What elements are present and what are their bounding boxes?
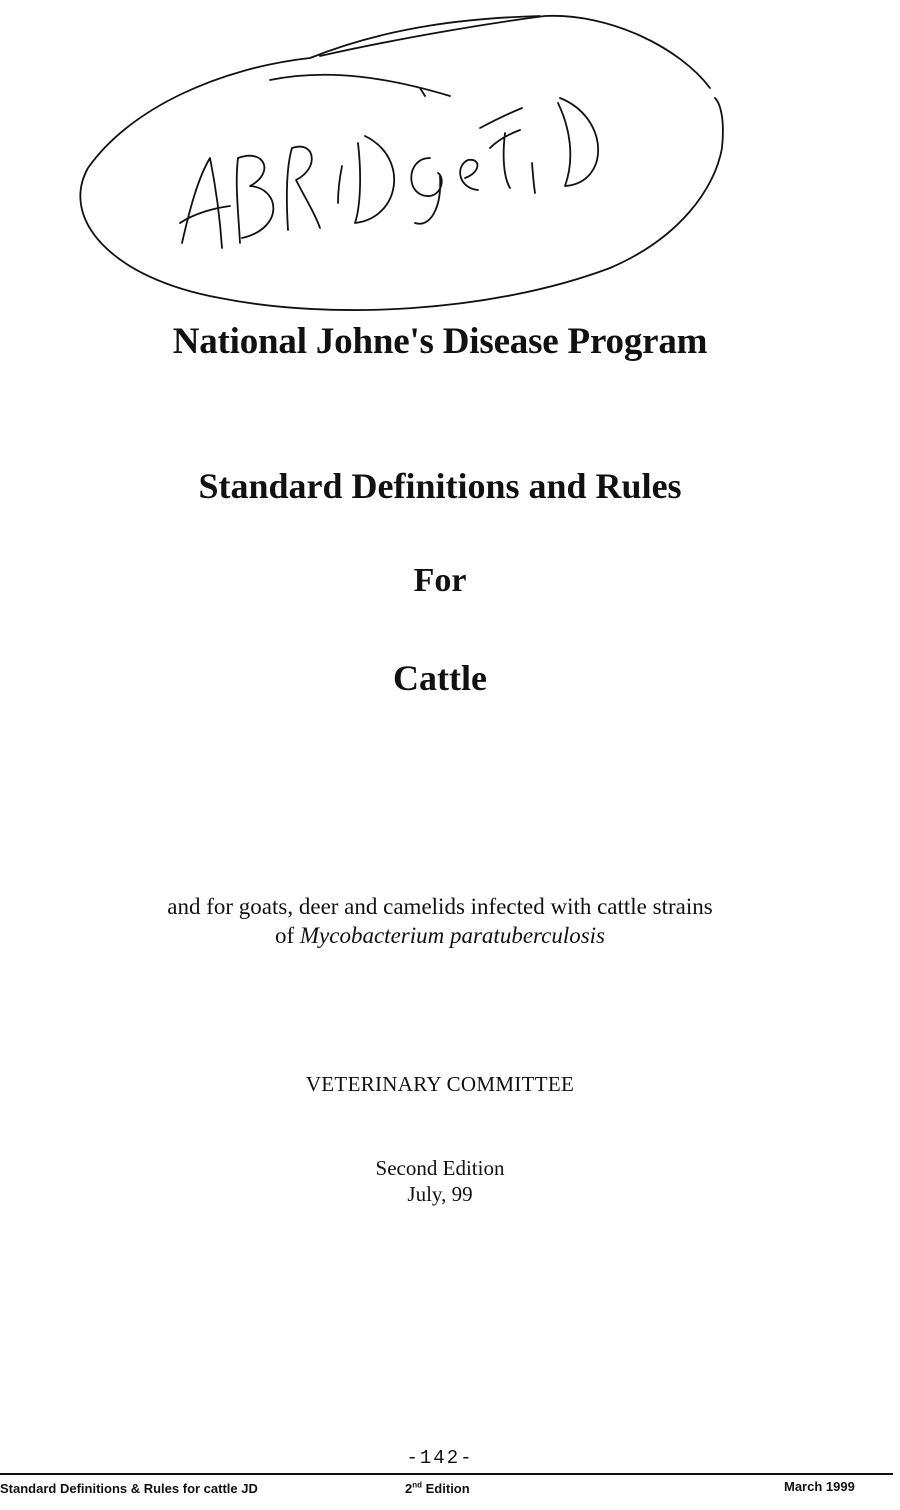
scope-organism: Mycobacterium paratuberculosis xyxy=(299,923,606,948)
handwritten-letter-i2 xyxy=(532,163,535,193)
handwritten-letter-d2 xyxy=(558,98,598,186)
handwritten-letter-t xyxy=(490,130,520,188)
footer-edition-suffix: nd xyxy=(412,1480,423,1490)
handwritten-letter-a xyxy=(180,158,230,248)
species-title: Cattle xyxy=(393,658,487,698)
footer-document-name: Standard Definitions & Rules for cattle JD xyxy=(0,1481,258,1496)
handwritten-letter-e xyxy=(460,160,478,190)
footer-edition-number: 2 xyxy=(405,1481,413,1496)
hand-drawn-oval xyxy=(80,16,723,310)
handwritten-letter-b xyxy=(237,156,274,243)
edition-label: Second Edition xyxy=(375,1156,505,1180)
handwritten-letter-e-bar xyxy=(480,108,522,128)
scope-statement xyxy=(0,892,880,950)
footer-edition-word: Edition xyxy=(425,1481,470,1496)
committee-name: VETERINARY COMMITTEE xyxy=(305,1072,575,1096)
scope-prefix: of xyxy=(274,923,295,948)
handwritten-letter-d xyxy=(355,136,394,223)
for-label: For xyxy=(413,562,467,599)
edition-date: July, 99 xyxy=(407,1182,473,1206)
oval-upper-stroke xyxy=(320,16,710,88)
footer-edition xyxy=(405,1481,470,1496)
footer-date: March 1999 xyxy=(784,1479,855,1494)
abridged-handwritten-stamp xyxy=(70,8,740,338)
handwritten-letter-i xyxy=(338,166,342,203)
page-footer xyxy=(0,1479,900,1503)
program-title: National Johne's Disease Program xyxy=(172,321,708,362)
footer-divider xyxy=(0,1473,893,1475)
document-subtitle: Standard Definitions and Rules xyxy=(198,466,682,506)
handwritten-letter-r xyxy=(287,147,320,230)
page-number: -142- xyxy=(406,1447,474,1469)
handwritten-letter-g xyxy=(411,158,441,224)
scope-line-1: and for goats, deer and camelids infected with cattle strains xyxy=(167,894,713,919)
edition-block xyxy=(0,1155,880,1207)
